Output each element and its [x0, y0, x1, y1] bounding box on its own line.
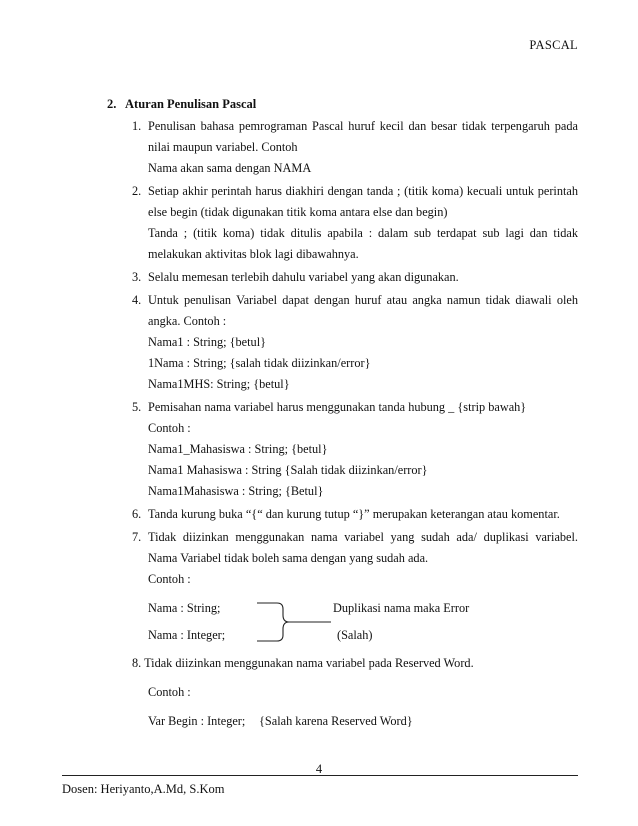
item-number: 3. [132, 270, 142, 284]
example-comment: {Salah karena Reserved Word} [259, 714, 413, 728]
example-right: (Salah) [337, 628, 373, 642]
footer-author: Dosen: Heriyanto,A.Md, S.Kom [62, 782, 225, 796]
item-text: Selalu memesan terlebih dahulu variabel yang akan digunakan. [148, 270, 459, 284]
item-number: 5. [132, 400, 142, 414]
curly-brace-icon [255, 601, 335, 643]
item-text: Untuk penulisan Variabel dapat dengan huruf atau angka namun tidak diawali oleh [148, 293, 578, 307]
item-text: Penulisan bahasa pemrograman Pascal huruf kecil dan besar tidak terpengaruh pada [148, 119, 578, 133]
item-number: 2. [132, 184, 142, 198]
item-number: 7. [132, 530, 142, 544]
item-text: Tanda kurung buka “{“ dan kurung tutup “}” merupakan keterangan atau komentar. [148, 507, 560, 521]
item-text: Setiap akhir perintah harus diakhiri dengan tanda ; (titik koma) kecuali untuk perintah [148, 184, 578, 198]
item-text: Tidak diizinkan menggunakan nama variabel yang sudah ada/ duplikasi variabel. [148, 530, 578, 544]
section-heading [107, 97, 256, 112]
section-number: 2. [107, 97, 117, 111]
item-number: 1. [132, 119, 142, 133]
item-text: Pemisahan nama variabel harus menggunakan tanda hubung _ {strip bawah} [148, 400, 527, 414]
example-right: Duplikasi nama maka Error [333, 601, 470, 615]
page-header-title: PASCAL [529, 38, 578, 52]
item-number: 4. [132, 293, 142, 307]
footer-divider [62, 775, 578, 776]
section-title: Aturan Penulisan Pascal [125, 97, 257, 111]
item-number: 6. [132, 507, 142, 521]
example-left: Nama : String; [148, 601, 221, 615]
example-code: Var Begin : Integer; [148, 714, 246, 728]
example-left: Nama : Integer; [148, 628, 226, 642]
page-number: 4 [315, 762, 323, 776]
item-text: 8. Tidak diizinkan menggunakan nama variabel pada Reserved Word. [132, 656, 474, 670]
